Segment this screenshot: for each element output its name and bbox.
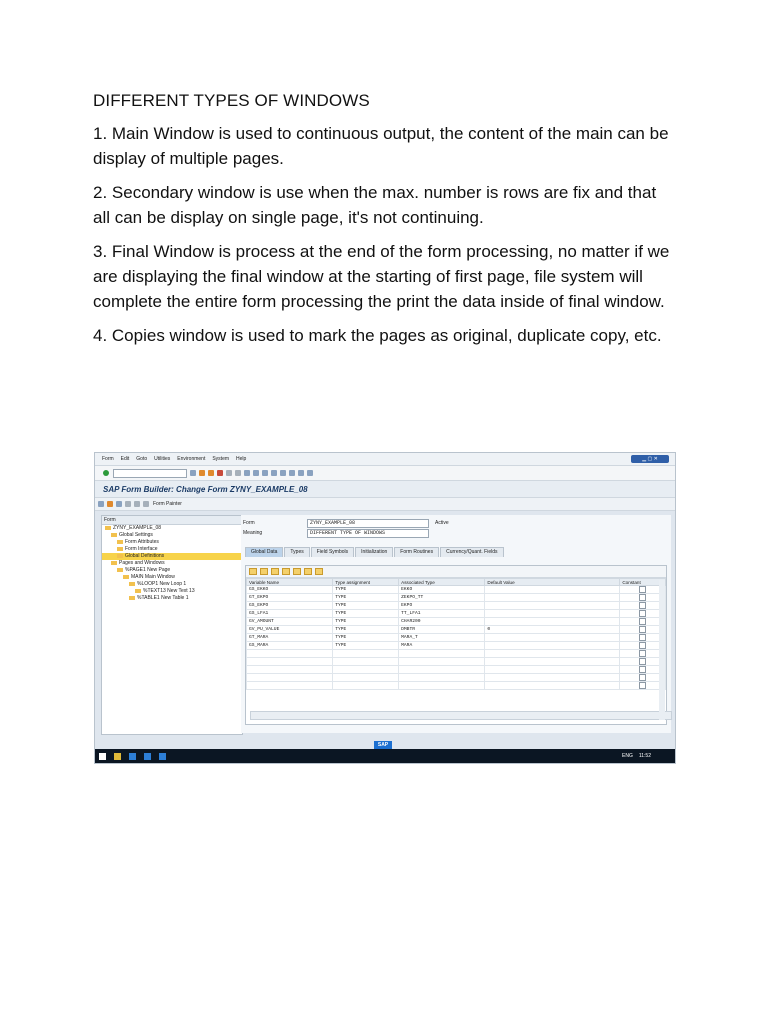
cut-icon[interactable] xyxy=(249,568,257,575)
meaning-row xyxy=(241,529,429,537)
paragraph-copies-window: 4. Copies window is used to mark the pages as original, duplicate copy, etc. xyxy=(93,326,662,345)
vertical-scrollbar[interactable] xyxy=(659,580,665,720)
global-data-grid xyxy=(245,565,667,725)
tab-field-symbols[interactable]: Field Symbols xyxy=(311,547,354,557)
tree-node-pages-windows[interactable]: Pages and Windows xyxy=(102,560,242,567)
clock[interactable]: 11:52 xyxy=(638,753,651,759)
text-icon xyxy=(135,589,141,593)
find-icon[interactable] xyxy=(235,470,241,476)
display-change-icon[interactable] xyxy=(98,501,104,507)
tree-node-form-attributes[interactable]: Form Attributes xyxy=(102,539,242,546)
new-session-icon[interactable] xyxy=(280,470,286,476)
test-icon[interactable] xyxy=(125,501,131,507)
page-icon xyxy=(117,568,123,572)
help-icon[interactable] xyxy=(298,470,304,476)
append-row-icon[interactable] xyxy=(304,568,312,575)
col-default-value: Default Value xyxy=(485,579,620,586)
tree-node-main-window[interactable]: MAIN Main Window xyxy=(102,574,242,581)
menu-edit[interactable]: Edit xyxy=(120,456,130,462)
sap-menubar xyxy=(95,453,675,466)
form-tree xyxy=(101,515,243,735)
tree-node-text13[interactable]: %TEXT13 New Text 13 xyxy=(102,588,242,595)
form-painter-button[interactable]: Form Painter xyxy=(153,501,182,507)
table-row-empty[interactable] xyxy=(247,650,666,658)
document-icon xyxy=(117,547,123,551)
menu-help[interactable]: Help xyxy=(236,456,247,462)
activate-icon[interactable] xyxy=(116,501,122,507)
paragraph-final-window: 3. Final Window is process at the end of the form processing, no matter if we are displaying the final window at the starting of first page, file system will complete the entire form processing the print the data inside of final window. xyxy=(93,242,670,311)
enter-icon[interactable] xyxy=(103,470,109,476)
table-row[interactable]: GV_AMOUNT TYPE CHAR200 xyxy=(247,618,666,626)
document-body xyxy=(93,88,673,357)
cancel-icon[interactable] xyxy=(217,470,223,476)
tree-node-loop1[interactable]: %LOOP1 New Loop 1 xyxy=(102,581,242,588)
menu-system[interactable]: System xyxy=(212,456,230,462)
tree-node-global-definitions[interactable]: Global Definitions xyxy=(102,553,242,560)
tree-node-form-interface[interactable]: Form Interface xyxy=(102,546,242,553)
form-name-field[interactable]: ZYNY_EXAMPLE_08 xyxy=(307,519,429,528)
tab-global-data[interactable]: Global Data xyxy=(245,547,283,557)
print-icon[interactable] xyxy=(226,470,232,476)
application-toolbar xyxy=(95,498,675,511)
screen-title: SAP Form Builder: Change Form ZYNY_EXAMPLE_08 xyxy=(103,485,308,494)
folder-icon xyxy=(111,561,117,565)
shortcut-icon[interactable] xyxy=(289,470,295,476)
menu-goto[interactable]: Goto xyxy=(136,456,148,462)
window-controls[interactable]: ▁ ▢ ✕ xyxy=(631,455,669,463)
table-row-empty[interactable] xyxy=(247,682,666,690)
sap-titlebar xyxy=(95,481,675,498)
file-explorer-icon[interactable] xyxy=(114,753,121,760)
global-data-table xyxy=(246,578,666,690)
table-row[interactable]: GT_EKPO TYPE ZEKPO_TT xyxy=(247,594,666,602)
table-header-row xyxy=(247,579,666,586)
form-label: Form xyxy=(243,520,255,526)
windows-taskbar xyxy=(95,749,675,763)
horizontal-scrollbar[interactable] xyxy=(250,711,672,720)
table-row[interactable]: GS_EKKO TYPE EKKO xyxy=(247,586,666,594)
system-tray xyxy=(622,753,651,759)
tree-node-root[interactable]: ZYNY_EXAMPLE_08 xyxy=(102,525,242,532)
other-object-icon[interactable] xyxy=(143,501,149,507)
table-icon xyxy=(129,596,135,600)
col-variable-name: Variable Name xyxy=(247,579,333,586)
col-type-assignment: Type assignment xyxy=(333,579,399,586)
table-row-empty[interactable] xyxy=(247,658,666,666)
last-page-icon[interactable] xyxy=(271,470,277,476)
sap-logon-icon[interactable] xyxy=(144,753,151,760)
tab-currency-quant-fields[interactable]: Currency/Quant. Fields xyxy=(440,547,503,557)
col-constant: Constant xyxy=(620,579,666,586)
prev-page-icon[interactable] xyxy=(253,470,259,476)
command-field[interactable] xyxy=(113,469,187,478)
menu-environment[interactable]: Environment xyxy=(177,456,206,462)
table-row-empty[interactable] xyxy=(247,666,666,674)
next-page-icon[interactable] xyxy=(262,470,268,476)
table-row[interactable]: GS_LFA1 TYPE TT_LFA1 xyxy=(247,610,666,618)
exit-icon[interactable] xyxy=(208,470,214,476)
sort-icon[interactable] xyxy=(315,568,323,575)
meaning-label: Meaning xyxy=(243,530,263,536)
grid-toolbar xyxy=(246,566,666,578)
sap-logo: SAP xyxy=(374,741,392,749)
insert-row-icon[interactable] xyxy=(282,568,290,575)
menu-form[interactable]: Form xyxy=(102,456,114,462)
back-icon[interactable] xyxy=(199,470,205,476)
copy-icon[interactable] xyxy=(260,568,268,575)
sap-gui-icon[interactable] xyxy=(159,753,166,760)
tree-node-global-settings[interactable]: Global Settings xyxy=(102,532,242,539)
document-icon xyxy=(117,540,123,544)
navigator-icon[interactable] xyxy=(134,501,140,507)
windows-start-icon[interactable] xyxy=(99,753,106,760)
table-row[interactable]: GV_PU_VALUE TYPE DMBTR 0 xyxy=(247,626,666,634)
layout-icon[interactable] xyxy=(307,470,313,476)
tree-node-table1[interactable]: %TABLE1 New Table 1 xyxy=(102,595,242,602)
language-indicator[interactable]: ENG xyxy=(622,753,633,759)
folder-icon xyxy=(105,526,111,530)
folder-icon xyxy=(111,533,117,537)
tab-types[interactable]: Types xyxy=(284,547,309,557)
document-heading: DIFFERENT TYPES OF WINDOWS xyxy=(93,91,370,110)
save-icon[interactable] xyxy=(190,470,196,476)
menu-utilities[interactable]: Utilities xyxy=(154,456,171,462)
sap-screenshot xyxy=(94,452,676,764)
paste-icon[interactable] xyxy=(271,568,279,575)
document-icon xyxy=(117,554,123,558)
paragraph-secondary-window: 2. Secondary window is use when the max. number is rows are fix and that all can be display on single page, it's not continuing. xyxy=(93,183,657,227)
paragraph-main-window: 1. Main Window is used to continuous output, the content of the main can be display of multiple pages. xyxy=(93,124,669,168)
sap-toolbar xyxy=(95,466,675,481)
tree-node-page1[interactable]: %PAGE1 New Page xyxy=(102,567,242,574)
status-text: Active xyxy=(435,520,449,526)
delete-row-icon[interactable] xyxy=(293,568,301,575)
table-row[interactable]: GS_MARA TYPE MARA xyxy=(247,642,666,650)
window-icon xyxy=(123,575,129,579)
detail-panel xyxy=(241,515,671,733)
tab-initialization[interactable]: Initialization xyxy=(355,547,393,557)
table-row[interactable]: GT_MARA TYPE MARA_T xyxy=(247,634,666,642)
first-page-icon[interactable] xyxy=(244,470,250,476)
form-row xyxy=(241,519,449,527)
loop-icon xyxy=(129,582,135,586)
definition-tabs xyxy=(245,547,505,557)
outlook-icon[interactable] xyxy=(129,753,136,760)
tree-header: Form xyxy=(102,516,242,525)
meaning-field[interactable]: DIFFERENT TYPE OF WINDOWS xyxy=(307,529,429,538)
check-icon[interactable] xyxy=(107,501,113,507)
table-row-empty[interactable] xyxy=(247,674,666,682)
tab-form-routines[interactable]: Form Routines xyxy=(394,547,439,557)
table-row[interactable]: GS_EKPO TYPE EKPO xyxy=(247,602,666,610)
col-associated-type: Associated Type xyxy=(399,579,485,586)
